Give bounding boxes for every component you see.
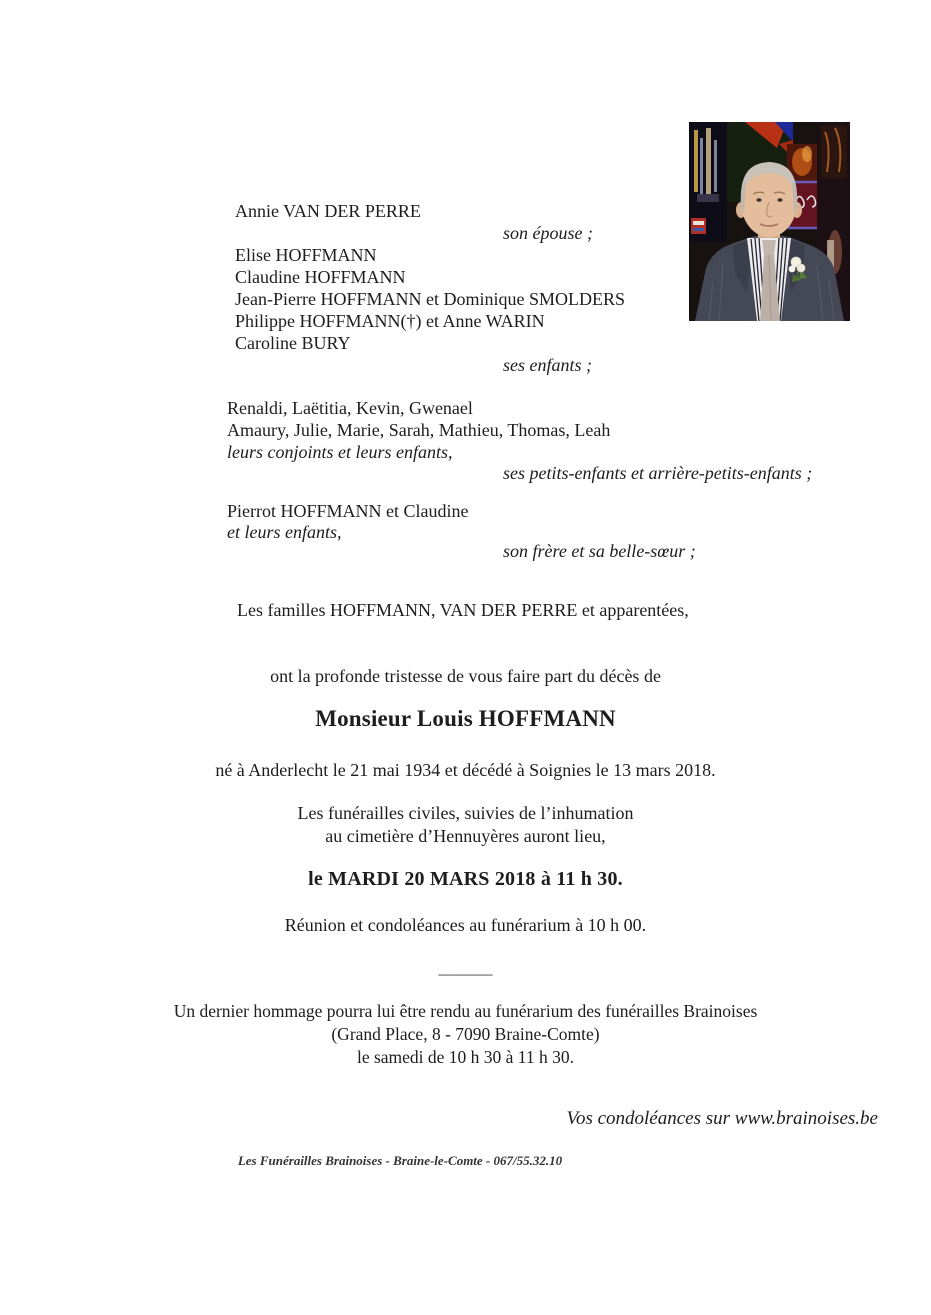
spouse-relation: son épouse ; <box>503 223 593 243</box>
spouse-name: Annie VAN DER PERRE <box>235 201 421 221</box>
child-name-4: Philippe HOFFMANN(†) et Anne WARIN <box>235 311 545 331</box>
brother-name: Pierrot HOFFMANN et Claudine <box>227 501 469 521</box>
portrait-photo-graphic <box>689 122 850 321</box>
hommage-line-2: (Grand Place, 8 - 7090 Braine-Comte) <box>331 1024 600 1044</box>
brother-relation: son frère et sa belle-sœur ; <box>503 541 696 561</box>
hommage-line-3: le samedi de 10 h 30 à 11 h 30. <box>356 1047 575 1067</box>
deceased-name: Monsieur Louis HOFFMANN <box>315 706 616 731</box>
children-relation: ses enfants ; <box>503 355 592 375</box>
child-name-1: Elise HOFFMANN <box>235 245 377 265</box>
portrait-photo <box>689 122 850 321</box>
funeral-line-2: au cimetière d’Hennuyères auront lieu, <box>325 826 606 846</box>
funeral-date-line: le MARDI 20 MARS 2018 à 11 h 30. <box>308 868 623 890</box>
reunion-line: Réunion et condoléances au funérarium à 10 h 00. <box>284 915 647 935</box>
grandchildren-relation: ses petits-enfants et arrière-petits-enfants ; <box>503 463 813 483</box>
separator-line: ______ <box>438 957 493 977</box>
grandchildren-names-2: Amaury, Julie, Marie, Sarah, Mathieu, Thomas, Leah <box>227 420 611 440</box>
families-line: Les familles HOFFMANN, VAN DER PERRE et apparentées, <box>237 600 689 620</box>
announcement-line: ont la profonde tristesse de vous faire part du décès de <box>270 666 661 686</box>
funeral-line-1: Les funérailles civiles, suivies de l’inhumation <box>297 803 634 823</box>
grandchildren-note: leurs conjoints et leurs enfants, <box>227 442 453 462</box>
brother-note: et leurs enfants, <box>227 522 342 542</box>
child-name-3: Jean-Pierre HOFFMANN et Dominique SMOLDERS <box>235 289 625 309</box>
life-dates-line: né à Anderlecht le 21 mai 1934 et décédé à Soignies le 13 mars 2018. <box>215 760 716 780</box>
grandchildren-names-1: Renaldi, Laëtitia, Kevin, Gwenael <box>227 398 473 418</box>
child-name-2: Claudine HOFFMANN <box>235 267 406 287</box>
child-name-5: Caroline BURY <box>235 333 351 353</box>
condolences-line: Vos condoléances sur www.brainoises.be <box>566 1108 878 1129</box>
hommage-line-1: Un dernier hommage pourra lui être rendu au funérarium des funérailles Brainoises <box>173 1001 758 1021</box>
footer-funeral-home-line: Les Funérailles Brainoises - Braine-le-Comte - 067/55.32.10 <box>237 1153 563 1168</box>
